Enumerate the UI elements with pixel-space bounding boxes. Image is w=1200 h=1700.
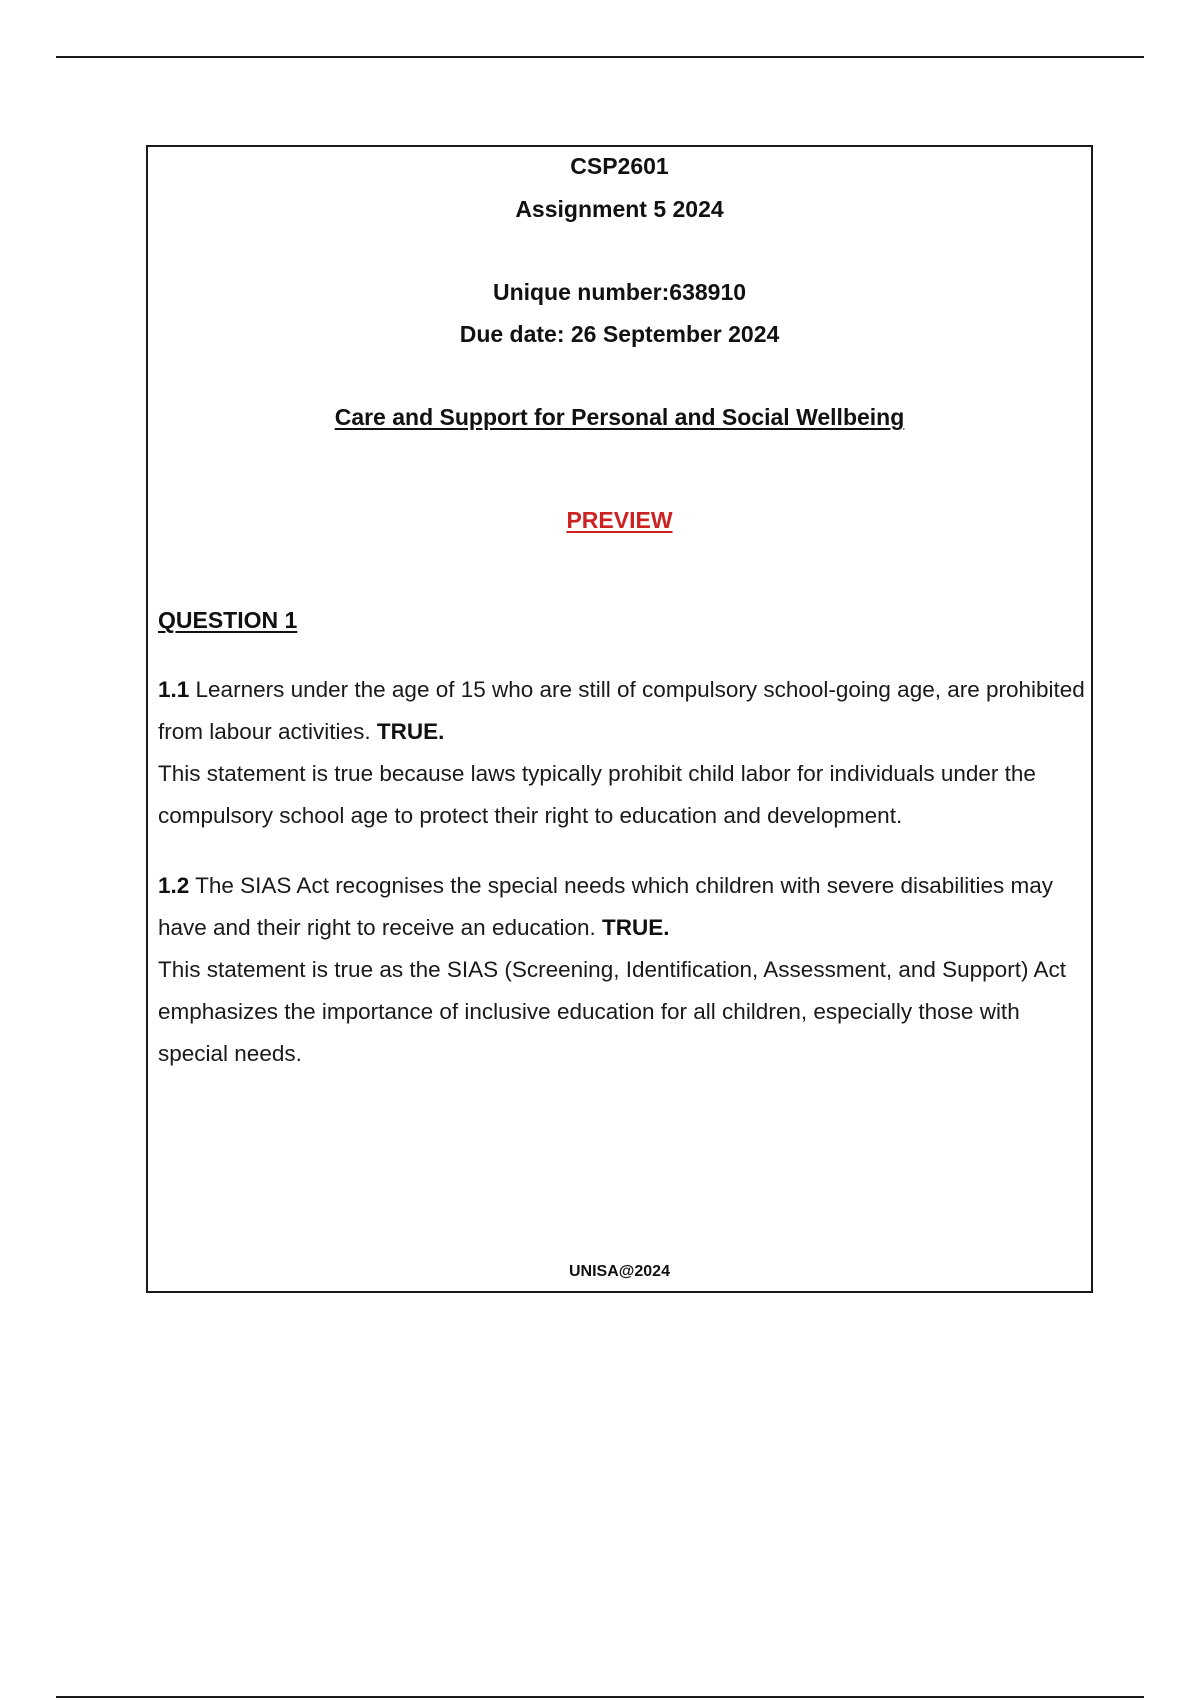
question-number: 1.1: [158, 677, 190, 702]
top-divider: [56, 56, 1144, 58]
question-statement: The SIAS Act recognises the special needs which children with severe disabilities may have and their right to receive an education.: [158, 873, 1054, 940]
preview-label: PREVIEW: [566, 507, 673, 533]
question-answer: TRUE.: [602, 915, 670, 940]
question-statement: Learners under the age of 15 who are still of compulsory school-going age, are prohibited from labour activities.: [158, 677, 1085, 744]
footer-copyright: UNISA@2024: [569, 1263, 670, 1280]
course-code: CSP2601: [570, 153, 669, 179]
question-answer: TRUE.: [376, 719, 445, 744]
bottom-divider: [56, 1696, 1144, 1698]
question-explanation: This statement is true because laws typically prohibit child labor for individuals under the compulsory school age to protect their right to education and development.: [158, 761, 1036, 828]
due-date: Due date: 26 September 2024: [459, 321, 780, 347]
question-explanation: This statement is true as the SIAS (Screening, Identification, Assessment, and Support) Act emphasizes the importance of inclusive education for all children, especially those with special needs.: [158, 957, 1066, 1066]
question-number: 1.2: [158, 873, 190, 898]
question-heading: QUESTION 1: [158, 607, 298, 633]
question-item: [158, 669, 1088, 837]
module-title: Care and Support for Personal and Social Wellbeing: [334, 404, 905, 430]
assignment-title: Assignment 5 2024: [515, 196, 724, 222]
document-frame: [146, 145, 1093, 1293]
question-item: [158, 865, 1088, 1075]
unique-number: Unique number:638910: [492, 279, 747, 305]
